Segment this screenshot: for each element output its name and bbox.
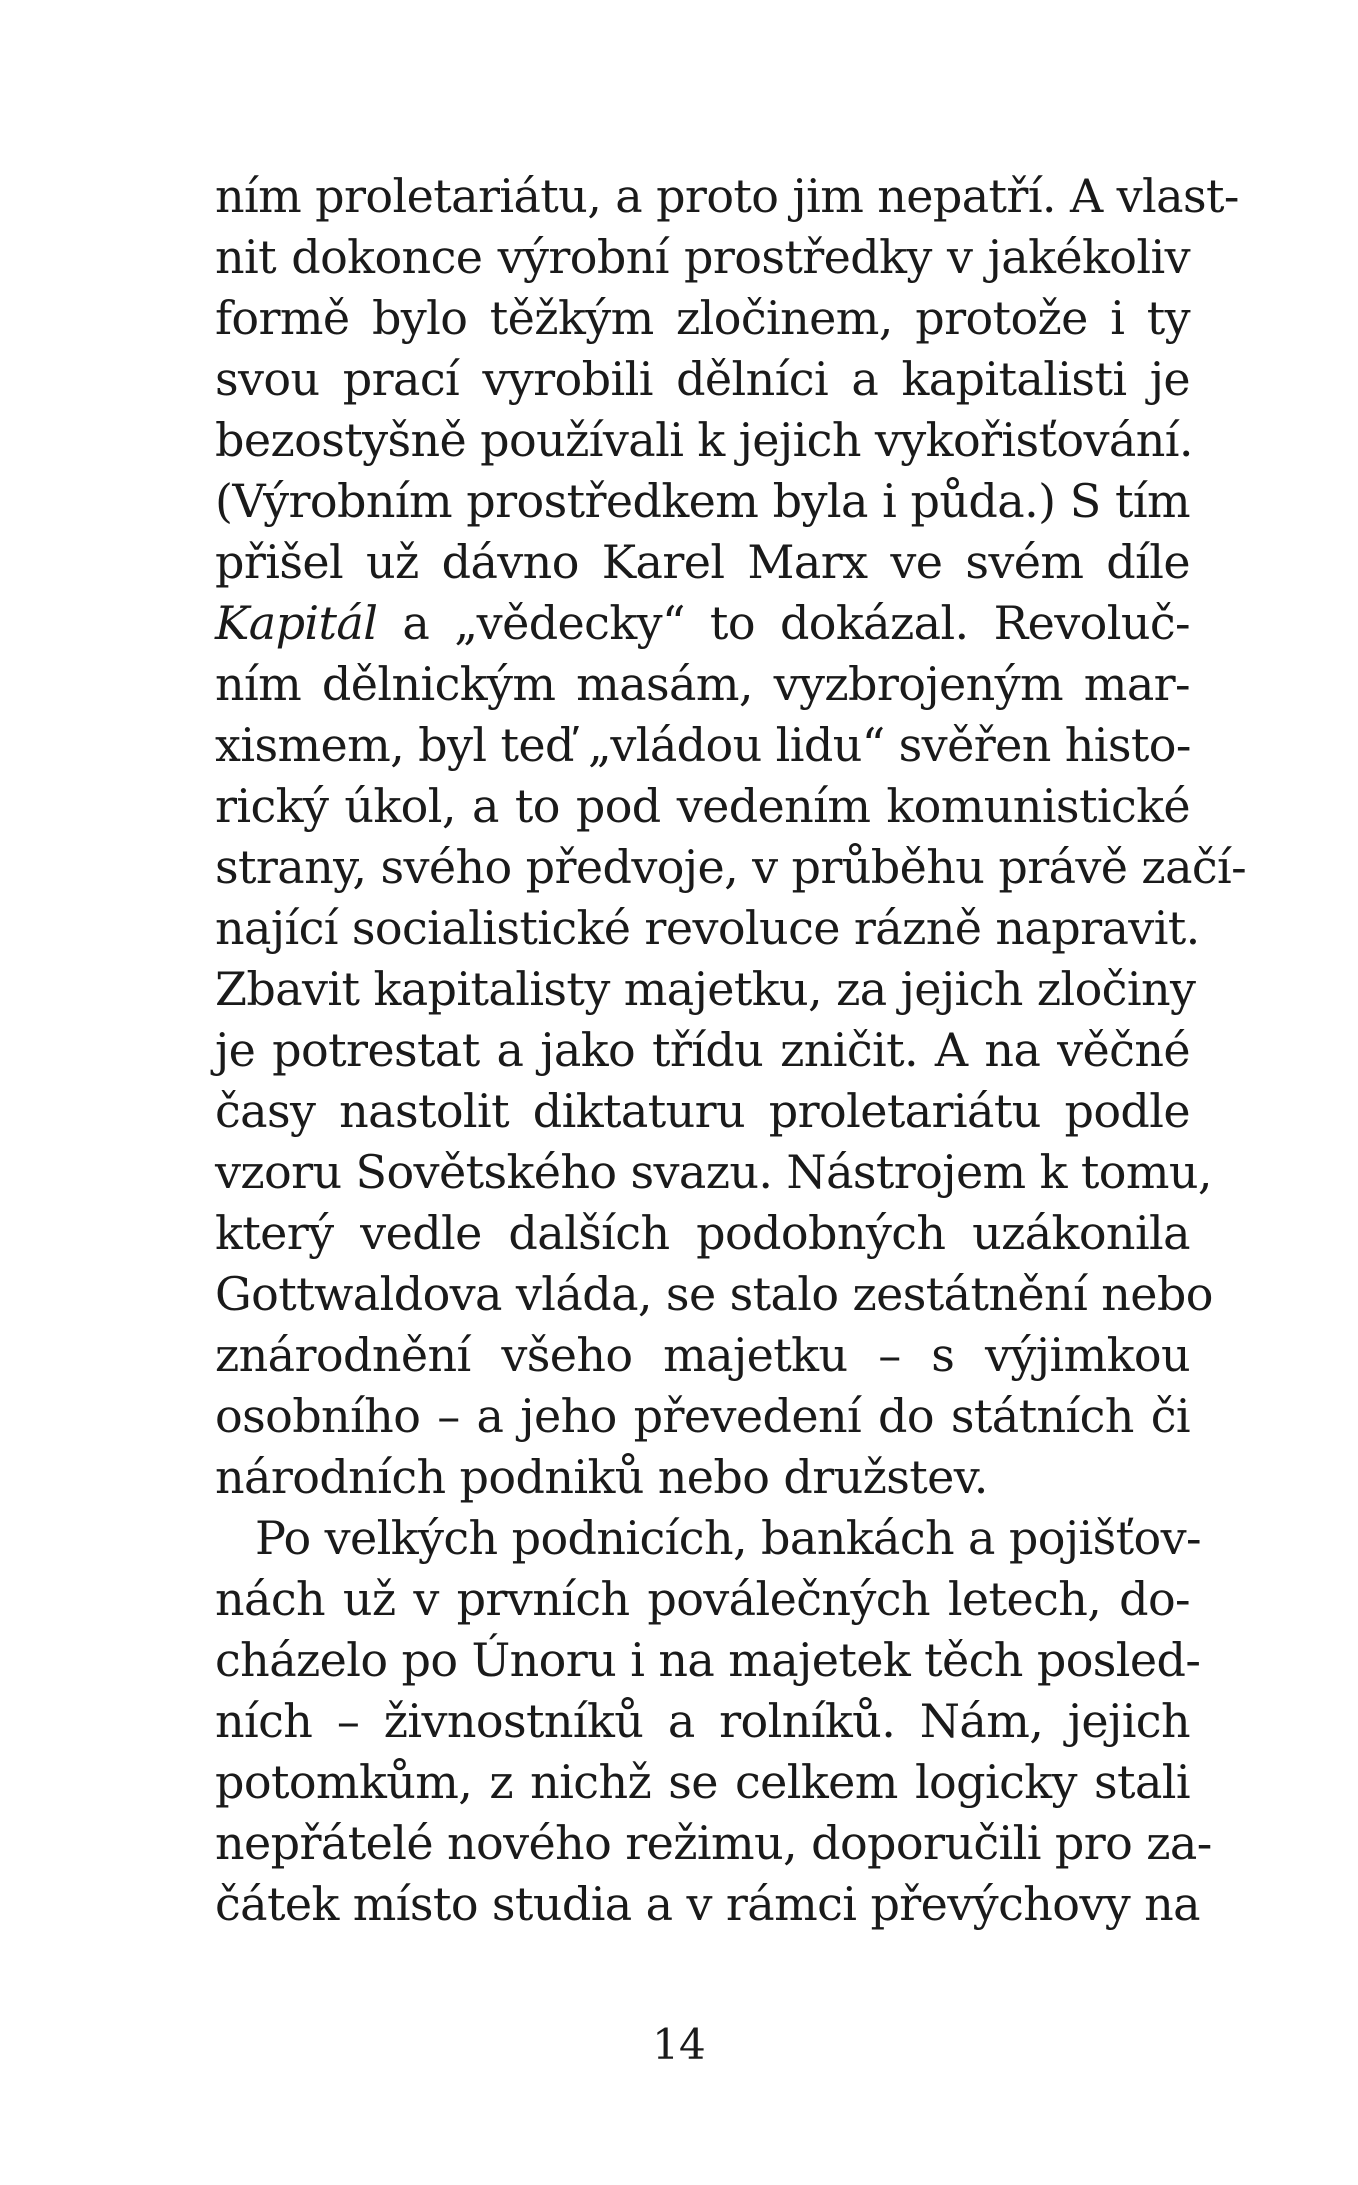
text-line: ním dělnickým masám, vyzbrojeným mar- <box>215 657 1190 711</box>
text-line: je potrestat a jako třídu zničit. A na věčné <box>215 1023 1190 1077</box>
text-line: nit dokonce výrobní prostředky v jakékoliv <box>215 230 1190 284</box>
page-body <box>215 166 1247 1935</box>
text-line: časy nastolit diktaturu proletariátu podle <box>215 1084 1190 1138</box>
text-line: osobního – a jeho převedení do státních či <box>215 1389 1190 1443</box>
text-line: Po velkých podnicích, bankách a pojišťov- <box>255 1511 1201 1565</box>
text-line: přišel už dávno Karel Marx ve svém díle <box>215 535 1190 589</box>
text-line-rest: a „vědecky“ to dokázal. Revoluč- <box>377 596 1190 650</box>
text-line: nepřátelé nového režimu, doporučili pro za- <box>215 1816 1212 1870</box>
paragraph-1 <box>215 166 1247 1508</box>
text-line: rický úkol, a to pod vedením komunistické <box>215 779 1190 833</box>
text-line: (Výrobním prostředkem byla i půda.) S tím <box>215 474 1190 528</box>
text-line: xismem, byl teď „vládou lidu“ svěřen histo- <box>215 718 1191 772</box>
text-line: vzoru Sovětského svazu. Nástrojem k tomu, <box>215 1145 1212 1199</box>
text-line: který vedle dalších podobných uzákonila <box>215 1206 1190 1260</box>
text-line: čátek místo studia a v rámci převýchovy na <box>215 1877 1201 1931</box>
text-line: cházelo po Únoru i na majetek těch posled- <box>215 1633 1201 1687</box>
text-line: potomkům, z nichž se celkem logicky stali <box>215 1755 1190 1809</box>
text-line: nách už v prvních poválečných letech, do- <box>215 1572 1190 1626</box>
paragraph-2 <box>215 1508 1212 1935</box>
text-line: formě bylo těžkým zločinem, protože i ty <box>215 291 1190 345</box>
text-line: znárodnění všeho majetku – s výjimkou <box>215 1328 1190 1382</box>
text-line <box>215 593 1190 654</box>
text-line: svou prací vyrobili dělníci a kapitalisti je <box>215 352 1190 406</box>
text-line: bezostyšně používali k jejich vykořisťování. <box>215 413 1193 467</box>
text-line: nající socialistické revoluce rázně napravit. <box>215 901 1200 955</box>
text-line: národních podniků nebo družstev. <box>215 1450 988 1504</box>
text-line: ním proletariátu, a proto jim nepatří. A vlast- <box>215 169 1239 223</box>
page-number: 14 <box>652 2020 706 2069</box>
text-line: Gottwaldova vláda, se stalo zestátnění nebo <box>215 1267 1213 1321</box>
book-title: Kapitál <box>215 596 378 650</box>
text-line: Zbavit kapitalisty majetku, za jejich zločiny <box>215 962 1196 1016</box>
text-line: ních – živnostníků a rolníků. Nám, jejich <box>215 1694 1190 1748</box>
text-line: strany, svého předvoje, v průběhu právě začí- <box>215 840 1247 894</box>
